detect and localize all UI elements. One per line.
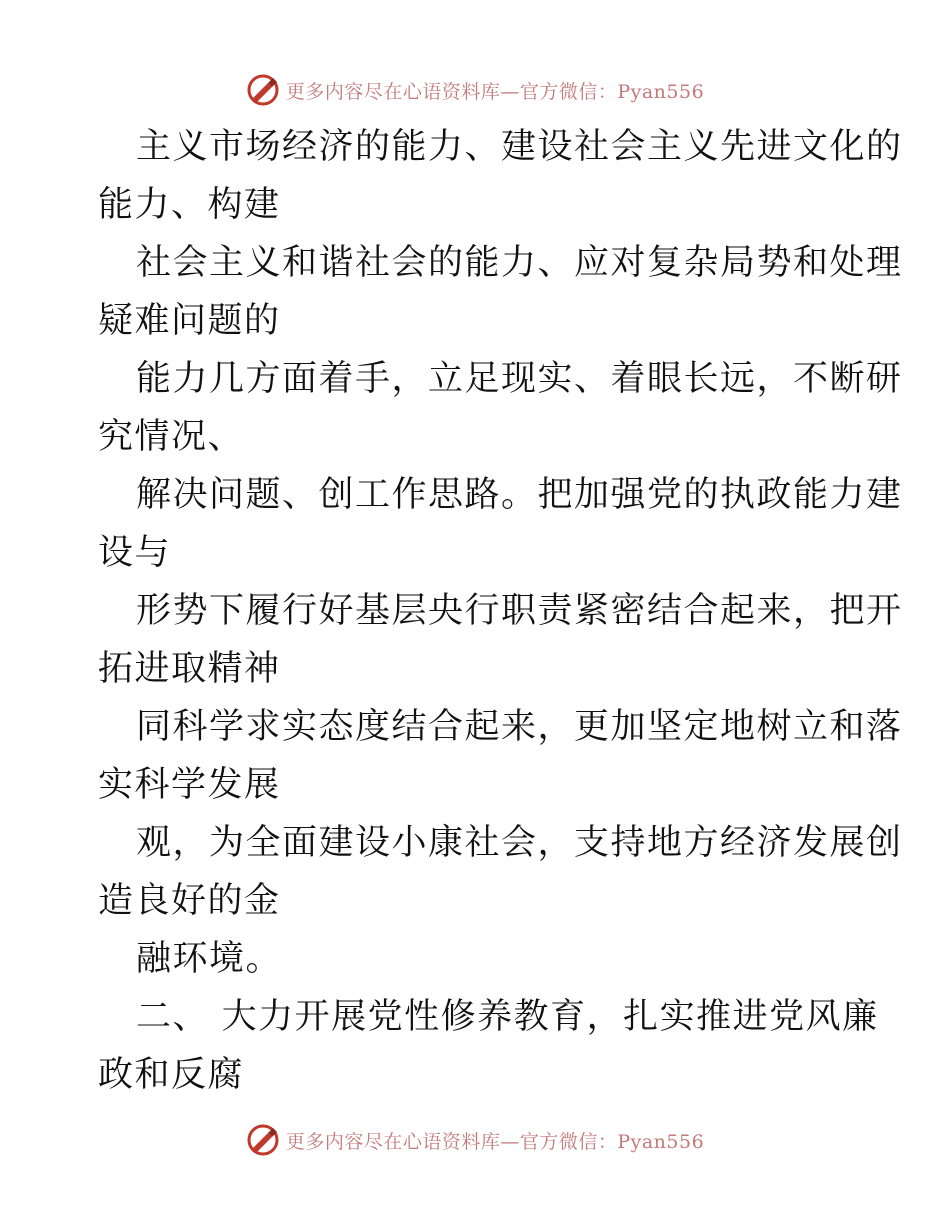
section-heading-line: 二、 大力开展党性修养教育，扎实推进党风廉	[136, 997, 879, 1037]
text-line: 实科学发展	[98, 765, 281, 805]
text-line: 政和反腐	[98, 1055, 245, 1095]
text-line: 疑难问题的	[98, 301, 281, 341]
banner-text: 更多内容尽在心语资料库—官方微信：Pyan556	[285, 1130, 705, 1153]
header-banner	[0, 70, 950, 110]
pen-logo-icon	[246, 1123, 280, 1157]
text-line: 社会主义和谐社会的能力、应对复杂局势和处理	[136, 243, 903, 283]
text-line: 观，为全面建设小康社会，支持地方经济发展创	[136, 823, 903, 863]
text-line: 同科学求实态度结合起来，更加坚定地树立和落	[136, 707, 903, 747]
footer-banner	[0, 1120, 950, 1160]
text-line: 设与	[98, 533, 172, 573]
text-line: 融环境。	[136, 939, 283, 979]
text-line: 造良好的金	[98, 881, 281, 921]
text-line: 能力几方面着手，立足现实、着眼长远，不断研	[136, 359, 903, 399]
text-line: 解决问题、创工作思路。把加强党的执政能力建	[136, 475, 903, 515]
text-line: 形势下履行好基层央行职责紧密结合起来，把开	[136, 591, 903, 631]
text-line: 主义市场经济的能力、建设社会主义先进文化的	[136, 127, 903, 167]
banner-text: 更多内容尽在心语资料库—官方微信：Pyan556	[285, 80, 705, 103]
pen-logo-icon	[246, 73, 280, 107]
text-line: 拓进取精神	[98, 649, 281, 689]
text-line: 究情况、	[98, 417, 245, 457]
text-line: 能力、构建	[98, 185, 281, 225]
document-body	[98, 118, 903, 1104]
